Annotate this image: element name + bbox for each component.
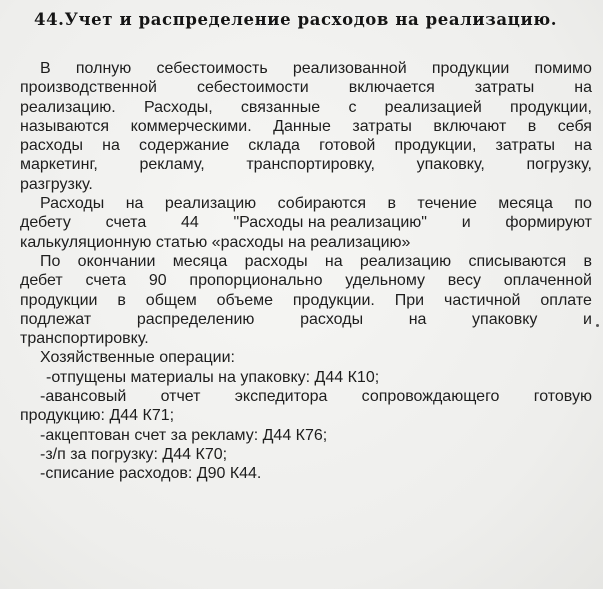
- word: на: [125, 195, 144, 213]
- word: продукции,: [510, 98, 592, 116]
- word: удельному: [345, 272, 425, 290]
- text-line: [20, 194, 592, 213]
- scan-speck: [596, 324, 599, 327]
- word: распределению: [136, 310, 255, 328]
- word: расходы: [300, 310, 364, 328]
- word: списываются: [468, 252, 567, 270]
- word: на: [102, 137, 120, 155]
- word: месяца: [172, 252, 228, 270]
- text-line: [20, 310, 592, 329]
- word: реализацию: [164, 195, 257, 213]
- operation-item: -отпущены материалы на упаковку: Д44 К10;: [46, 368, 380, 386]
- word: на: [574, 137, 592, 155]
- word: реализованной: [292, 60, 407, 77]
- word: себестоимость: [156, 60, 268, 77]
- word: рекламу,: [139, 156, 205, 174]
- word: полную: [75, 60, 132, 77]
- word: 90: [148, 272, 167, 290]
- word: затраты: [352, 117, 412, 135]
- text-line: [20, 213, 592, 232]
- word: называются: [20, 117, 110, 135]
- text-line: [20, 175, 592, 194]
- page-title: 44.Учет и распределение расходов на реализацию.: [34, 10, 558, 29]
- word: включается: [348, 79, 435, 97]
- word: содержание: [139, 137, 230, 155]
- operation-item-continuation: продукцию: Д44 К71;: [20, 407, 175, 425]
- word: продукции.: [292, 291, 375, 309]
- text-line: [20, 252, 592, 271]
- word: и: [461, 214, 471, 232]
- word: себя: [557, 117, 592, 135]
- text-line: [20, 329, 592, 348]
- word: -авансовый: [40, 388, 127, 406]
- word: и: [583, 310, 592, 328]
- word: сопровождающего: [361, 388, 500, 406]
- word: объеме: [216, 291, 273, 309]
- word: в: [583, 252, 592, 270]
- word: продукции,: [394, 137, 477, 155]
- text-line: [20, 117, 592, 136]
- paragraph-1: [20, 59, 592, 194]
- text-line: [20, 98, 592, 117]
- operation-item: -списание расходов: Д90 К44.: [40, 465, 262, 483]
- word: по: [574, 195, 592, 213]
- text-line: [20, 271, 592, 290]
- text-line: [20, 155, 592, 174]
- word: с: [348, 98, 357, 116]
- operation-item: [20, 387, 592, 406]
- paragraph-3: [20, 252, 592, 348]
- word: отчет: [160, 388, 201, 406]
- word: счета: [85, 272, 127, 290]
- word: транспортировку,: [246, 156, 375, 174]
- word: частичной: [443, 291, 521, 309]
- word: дебет: [20, 272, 63, 290]
- word: Расходы: [40, 195, 105, 213]
- word: себестоимости: [196, 79, 309, 97]
- word: счета: [105, 214, 147, 232]
- word: калькуляционную статью «расходы на реализацию»: [20, 233, 411, 251]
- word: транспортировку.: [20, 330, 149, 348]
- word: оплате: [540, 291, 592, 309]
- word: оплаченной: [503, 272, 592, 290]
- word: общем: [145, 291, 197, 309]
- word: формируют: [505, 214, 592, 232]
- word: окончании: [77, 252, 156, 270]
- word: расходы: [20, 137, 83, 155]
- word: подлежат: [20, 310, 92, 328]
- operations-heading: Хозяйственные операции:: [40, 349, 235, 367]
- word: расходы: [244, 252, 308, 270]
- word: разгрузку.: [20, 175, 93, 193]
- word: помимо: [534, 60, 592, 77]
- operation-item: -акцептован счет за рекламу: Д44 К76;: [40, 426, 328, 444]
- text-line: [20, 59, 592, 78]
- word: реализацию: [359, 252, 452, 270]
- word: затраты: [474, 79, 535, 97]
- paragraph-2: [20, 194, 592, 252]
- word: реализацией: [384, 98, 482, 116]
- word: на: [324, 252, 343, 270]
- word: производственной: [20, 79, 157, 97]
- word: готовой: [319, 137, 376, 155]
- word: Данные: [273, 117, 331, 135]
- word: В: [40, 60, 51, 77]
- word: По: [40, 252, 61, 270]
- word: экспедитора: [234, 388, 328, 406]
- word: на: [408, 310, 427, 328]
- word: весу: [447, 272, 481, 290]
- word: продукции: [431, 60, 510, 77]
- word: пропорционально: [189, 272, 323, 290]
- word: упаковку: [472, 310, 538, 328]
- word: затраты: [495, 137, 556, 155]
- word: в: [527, 117, 537, 135]
- word: коммерческими.: [130, 117, 252, 135]
- word: в: [387, 195, 396, 213]
- word: течение: [417, 195, 477, 213]
- word: При: [394, 291, 425, 309]
- word: "Расходы на реализацию": [233, 214, 427, 232]
- word: связанные: [240, 98, 321, 116]
- text-line: [20, 78, 592, 97]
- word: дебету: [20, 214, 71, 232]
- word: Расходы,: [143, 98, 213, 116]
- word: реализацию.: [20, 98, 116, 116]
- body-text: [20, 59, 592, 484]
- word: погрузку,: [526, 156, 592, 174]
- word: собираются: [277, 195, 367, 213]
- word: маркетинг,: [20, 156, 98, 174]
- operations-list: [20, 348, 592, 483]
- word: в: [117, 291, 126, 309]
- word: на: [574, 79, 592, 97]
- word: продукции: [20, 291, 98, 309]
- text-line: [20, 233, 592, 252]
- word: 44: [180, 214, 199, 232]
- word: включают: [433, 117, 507, 135]
- word: готовую: [533, 388, 592, 406]
- word: месяца: [498, 195, 553, 213]
- word: упаковку,: [416, 156, 485, 174]
- text-line: [20, 291, 592, 310]
- text-line: [20, 136, 592, 155]
- word: склада: [248, 137, 300, 155]
- operation-item: -з/п за погрузку: Д44 К70;: [40, 445, 228, 463]
